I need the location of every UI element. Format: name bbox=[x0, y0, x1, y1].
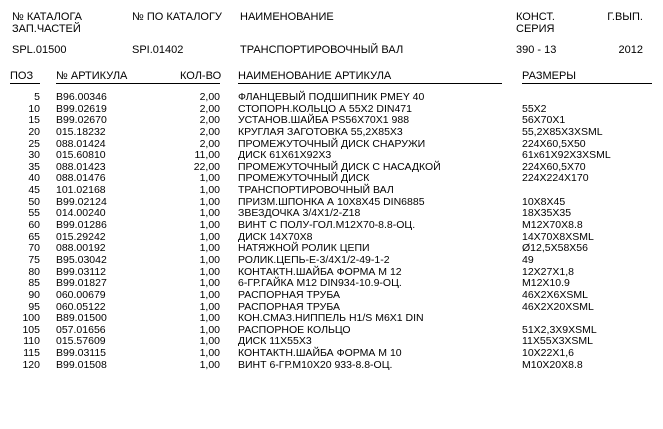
row-size: 46X2X6XSML bbox=[522, 288, 588, 301]
row-qty: 1,00 bbox=[199, 323, 220, 336]
table-row bbox=[0, 92, 663, 104]
row-article: 101.02168 bbox=[56, 184, 106, 197]
row-qty: 1,00 bbox=[199, 347, 220, 360]
row-article: 015.18232 bbox=[56, 125, 106, 138]
row-article: B99.03112 bbox=[56, 265, 107, 278]
row-pos: 30 bbox=[28, 149, 40, 162]
row-article: 060.05122 bbox=[56, 300, 106, 313]
row-article: 015.57609 bbox=[56, 335, 106, 348]
series-value: 390 - 13 bbox=[516, 44, 557, 56]
row-name: ПРОМЕЖУТОЧНЫЙ ДИСК bbox=[238, 172, 370, 185]
name-value: ТРАНСПОРТИРОВОЧНЫЙ ВАЛ bbox=[240, 44, 404, 56]
parts-table-body bbox=[0, 92, 663, 371]
row-article: B95.03042 bbox=[56, 253, 107, 266]
pos-header-rule bbox=[10, 83, 40, 84]
col-header-size: РАЗМЕРЫ bbox=[522, 70, 577, 82]
row-size: 224X60,5X50 bbox=[522, 137, 586, 150]
name-label: НАИМЕНОВАНИЕ bbox=[240, 11, 334, 23]
row-size: 10X8X45 bbox=[522, 195, 566, 208]
table-row bbox=[0, 290, 663, 302]
row-size: 224X60,5X70 bbox=[522, 160, 586, 173]
row-size: 18X35X35 bbox=[522, 207, 572, 220]
row-article: B99.01827 bbox=[56, 277, 107, 290]
row-pos: 65 bbox=[28, 230, 40, 243]
row-name: ДИСК 11X55X3 bbox=[238, 335, 312, 348]
catalog-ref-value: SPI.01402 bbox=[132, 44, 184, 56]
row-article: 088.01476 bbox=[56, 172, 106, 185]
year-value: 2012 bbox=[618, 44, 643, 56]
table-row bbox=[0, 220, 663, 232]
row-pos: 75 bbox=[28, 253, 40, 266]
row-article: 088.01424 bbox=[56, 137, 106, 150]
row-pos: 25 bbox=[28, 137, 40, 150]
row-qty: 1,00 bbox=[199, 253, 220, 266]
size-header-rule bbox=[522, 83, 652, 84]
table-row bbox=[0, 348, 663, 360]
row-qty: 2,00 bbox=[199, 102, 220, 115]
row-qty: 1,00 bbox=[199, 230, 220, 243]
row-qty: 1,00 bbox=[199, 172, 220, 185]
row-size: 224X224X170 bbox=[522, 172, 589, 185]
row-article: 014.00240 bbox=[56, 207, 106, 220]
row-pos: 5 bbox=[34, 91, 40, 103]
row-article: B99.02124 bbox=[56, 195, 107, 208]
row-pos: 35 bbox=[28, 160, 40, 173]
row-size: M12X10.9 bbox=[522, 277, 570, 290]
row-name: ПРОМЕЖУТОЧНЫЙ ДИСК СНАРУЖИ bbox=[238, 137, 426, 150]
catalog-number-label-text: № КАТАЛОГА ЗАП.ЧАСТЕЙ bbox=[12, 11, 83, 35]
row-name: ВИНТ 6-ГР.M10X20 933-8.8-ОЦ. bbox=[238, 358, 393, 371]
row-article: 060.00679 bbox=[56, 288, 106, 301]
row-name: РАСПОРНОЕ КОЛЬЦО bbox=[238, 323, 351, 336]
row-article: B99.02670 bbox=[56, 114, 107, 127]
row-name: ВИНТ С ПОЛУ-ГОЛ.M12X70-8.8-ОЦ. bbox=[238, 219, 416, 232]
row-size: Ø12,5X58X56 bbox=[522, 242, 588, 255]
row-size: 49 bbox=[522, 253, 534, 266]
row-article: B96.00346 bbox=[56, 91, 107, 103]
col-header-article: № АРТИКУЛА bbox=[56, 70, 128, 82]
row-pos: 115 bbox=[23, 347, 40, 360]
year-label: Г.ВЫП. bbox=[607, 11, 643, 23]
catalog-ref-label: № ПО КАТАЛОГУ bbox=[132, 11, 222, 23]
row-size: 51X2,3X9XSML bbox=[522, 323, 597, 336]
row-qty: 11,00 bbox=[194, 149, 220, 162]
row-pos: 85 bbox=[28, 277, 40, 290]
col-header-name: НАИМЕНОВАНИЕ АРТИКУЛА bbox=[238, 70, 392, 82]
row-pos: 80 bbox=[28, 265, 40, 278]
row-qty: 1,00 bbox=[199, 207, 220, 220]
row-qty: 22,00 bbox=[193, 160, 220, 173]
row-qty: 2,00 bbox=[199, 125, 220, 138]
row-article: 057.01656 bbox=[56, 323, 106, 336]
row-pos: 55 bbox=[28, 207, 40, 220]
row-name: РОЛИК.ЦЕПЬ-E-3/4X1/2-49-1-2 bbox=[238, 253, 390, 266]
row-article: B99.01286 bbox=[56, 219, 107, 232]
row-qty: 1,00 bbox=[199, 265, 220, 278]
catalog-number-value: SPL.01500 bbox=[12, 44, 67, 56]
row-name: КОНТАКТН.ШАЙБА ФОРМА M 12 bbox=[238, 265, 402, 278]
row-qty: 1,00 bbox=[199, 312, 220, 325]
row-size: 56X70X1 bbox=[522, 114, 566, 127]
table-row bbox=[0, 360, 663, 372]
row-name: РАСПОРНАЯ ТРУБА bbox=[238, 300, 340, 313]
series-label-text: КОНСТ. СЕРИЯ bbox=[516, 11, 555, 35]
row-size: 55X2 bbox=[522, 102, 547, 115]
row-name: ЗВЕЗДОЧКА 3/4X1/2-Z18 bbox=[238, 207, 361, 220]
row-size: 46X2X20XSML bbox=[522, 300, 594, 313]
row-qty: 1,00 bbox=[199, 219, 220, 232]
row-qty: 1,00 bbox=[199, 195, 220, 208]
col-header-qty: КОЛ-ВО bbox=[180, 70, 222, 82]
series-label bbox=[516, 11, 576, 35]
row-qty: 1,00 bbox=[199, 288, 220, 301]
row-size: 12X27X1,8 bbox=[522, 265, 574, 278]
row-pos: 105 bbox=[22, 323, 40, 336]
row-size: 61x61X92X3XSML bbox=[522, 149, 611, 162]
row-pos: 40 bbox=[28, 172, 40, 185]
row-qty: 1,00 bbox=[199, 277, 220, 290]
row-article: 015.60810 bbox=[56, 149, 106, 162]
row-name: РАСПОРНАЯ ТРУБА bbox=[238, 288, 340, 301]
table-row bbox=[0, 255, 663, 267]
row-qty: 2,00 bbox=[199, 91, 220, 103]
row-pos: 50 bbox=[28, 195, 40, 208]
row-qty: 1,00 bbox=[199, 300, 220, 313]
row-size: 55,2X85X3XSML bbox=[522, 125, 603, 138]
row-qty: 1,00 bbox=[199, 242, 220, 255]
row-name: КОНТАКТН.ШАЙБА ФОРМА M 10 bbox=[238, 347, 402, 360]
row-name: КОН.СМАЗ.НИППЕЛЬ H1/S M6X1 DIN bbox=[238, 312, 424, 325]
row-name: КРУГЛАЯ ЗАГОТОВКА 55,2X85X3 bbox=[238, 125, 403, 138]
row-name: ТРАНСПОРТИРОВОЧНЫЙ ВАЛ bbox=[238, 184, 394, 197]
row-pos: 95 bbox=[28, 300, 40, 313]
row-name: 6-ГР.ГАЙКА M12 DIN934-10.9-ОЦ. bbox=[238, 277, 402, 290]
row-article: B99.02619 bbox=[56, 102, 107, 115]
row-name: СТОПОРН.КОЛЬЦО А 55X2 DIN471 bbox=[238, 102, 412, 115]
row-pos: 10 bbox=[28, 102, 40, 115]
row-article: 088.00192 bbox=[56, 242, 106, 255]
row-article: B99.03115 bbox=[56, 347, 107, 360]
row-qty: 2,00 bbox=[199, 137, 220, 150]
row-name: ДИСК 14X70X8 bbox=[238, 230, 313, 243]
row-qty: 2,00 bbox=[199, 114, 220, 127]
row-name: УСТАНОВ.ШАЙБА PS56X70X1 988 bbox=[238, 114, 410, 127]
row-size: 14X70X8XSML bbox=[522, 230, 594, 243]
row-name: НАТЯЖНОЙ РОЛИК ЦЕПИ bbox=[238, 242, 370, 255]
row-name: ПРОМЕЖУТОЧНЫЙ ДИСК С НАСАДКОЙ bbox=[238, 160, 441, 173]
catalog-number-label bbox=[12, 11, 122, 35]
row-article: 088.01423 bbox=[56, 160, 106, 173]
row-pos: 45 bbox=[28, 184, 40, 197]
row-qty: 1,00 bbox=[199, 358, 220, 371]
row-size: M12X70X8.8 bbox=[522, 219, 583, 232]
row-size: 10X22X1,6 bbox=[522, 347, 574, 360]
row-pos: 20 bbox=[28, 125, 40, 138]
row-pos: 120 bbox=[22, 358, 40, 371]
row-pos: 15 bbox=[28, 114, 40, 127]
row-name: ФЛАНЦЕВЫЙ ПОДШИПНИК PMEY 40 bbox=[238, 91, 425, 103]
row-size: 11X55X3XSML bbox=[522, 335, 594, 348]
row-name: ДИСК 61X61X92X3 bbox=[238, 149, 332, 162]
table-row bbox=[0, 127, 663, 139]
row-pos: 100 bbox=[22, 312, 40, 325]
col-header-pos: ПОЗ bbox=[10, 70, 34, 82]
row-name: ПРИЗМ.ШПОНКА А 10X8X45 DIN6885 bbox=[238, 195, 425, 208]
row-pos: 70 bbox=[28, 242, 40, 255]
row-pos: 110 bbox=[23, 335, 40, 348]
article-qty-header-rule bbox=[56, 83, 220, 84]
row-pos: 60 bbox=[28, 219, 40, 232]
row-article: 015.29242 bbox=[56, 230, 106, 243]
name-header-rule bbox=[238, 83, 502, 84]
row-pos: 90 bbox=[28, 288, 40, 301]
row-article: B99.01508 bbox=[56, 358, 107, 371]
row-qty: 1,00 bbox=[199, 335, 220, 348]
row-article: B89.01500 bbox=[56, 312, 107, 325]
row-qty: 1,00 bbox=[199, 184, 220, 197]
row-size: M10X20X8.8 bbox=[522, 358, 583, 371]
